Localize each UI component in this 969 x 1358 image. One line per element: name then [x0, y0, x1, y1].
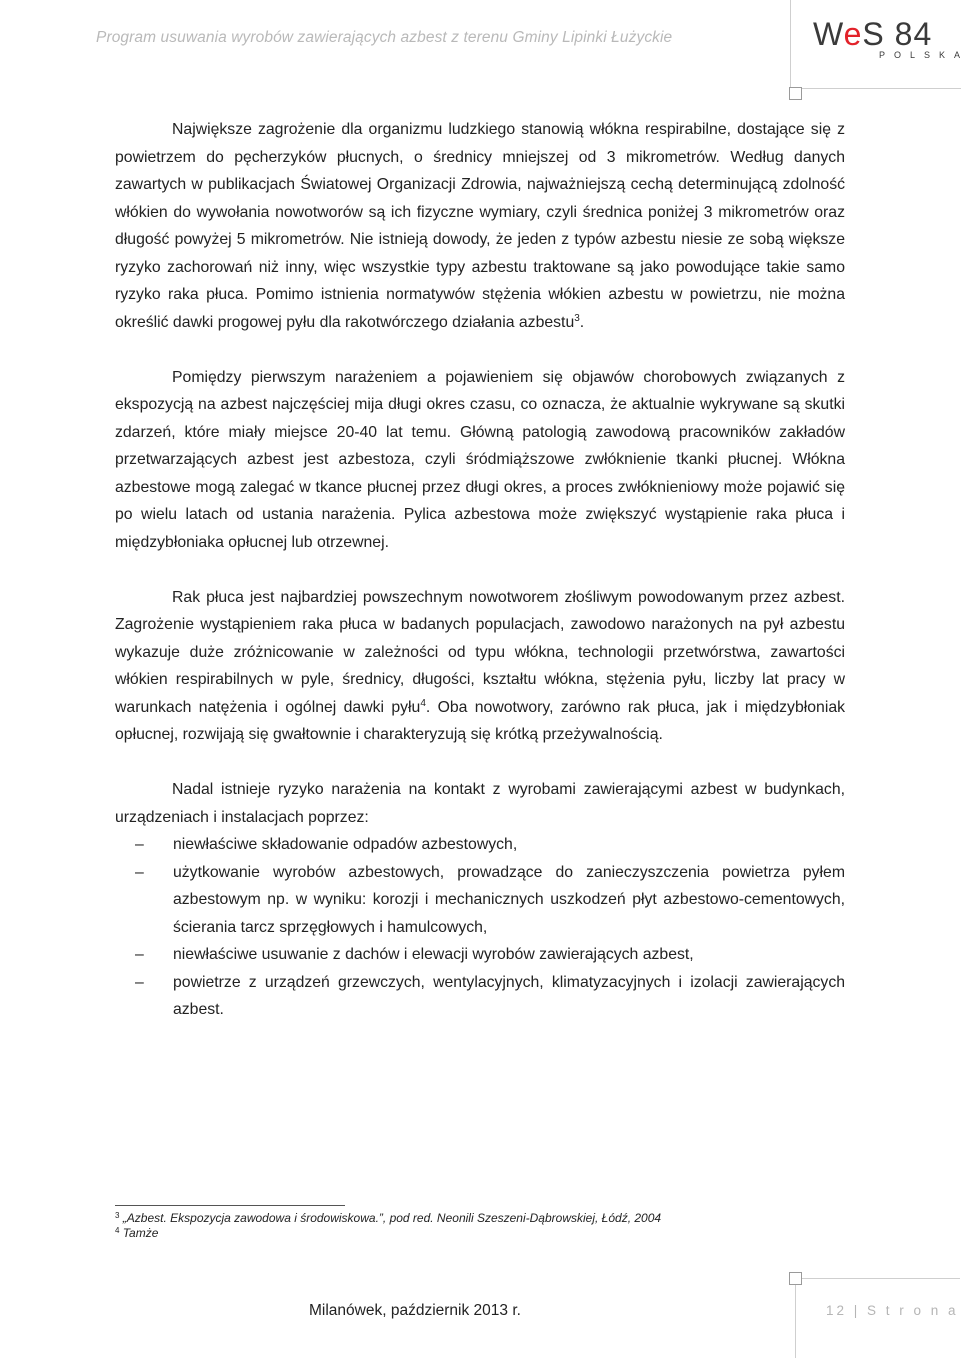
footnote-ref-4: 4	[420, 697, 426, 709]
footnote-separator	[115, 1205, 345, 1206]
document-header-title: Program usuwania wyrobów zawierających azbest z terenu Gminy Lipinki Łużyckie	[96, 29, 673, 46]
footer-corner-square	[789, 1272, 802, 1285]
logo-subtitle: POLSKA	[879, 50, 969, 60]
page-number: 12 | S t r o n a	[826, 1303, 959, 1318]
paragraph-1	[115, 116, 845, 336]
footer-divider-vertical	[795, 1278, 796, 1358]
dash-bullet: –	[135, 973, 144, 991]
paragraph-4: Nadal istnieje ryzyko narażenia na kontakt z wyrobami zawierającymi azbest w budynkach, urządzeniach i instalacjach poprzez:	[115, 781, 845, 826]
logo-wordmark	[813, 14, 932, 54]
logo-letter-e: e	[843, 16, 863, 52]
paragraph-2: Pomiędzy pierwszym narażeniem a pojawieniem się objawów chorobowych związanych z ekspozycją na azbest najczęściej mija długi okres czasu, co oznacza, że aktualnie wykrywane są skutki zdarzeń, które miały miejsce 20-40 lat temu. Główną patologią zawodową pracowników zakładów przetwarzających azbest jest azbestoza, czyli śródmiąższowe zwłóknienie tkanki płucnej. Włókna azbestowe mogą zalegać w tkance płucnej przez długi okres, a proces zwłóknieniowy może pojawić się po wielu latach od ustania narażenia. Pylica azbestowa może zwiększyć wystąpienie raka płuca i międzybłoniaka opłucnej lub otrzewnej.	[115, 368, 845, 551]
list-item-text: użytkowanie wyrobów azbestowych, prowadzące do zanieczyszczenia powietrza pyłem azbestowym np. w wyniku: korozji i mechanicznych uszkodzeń płyt azbestowo-cementowych, ścierania tarcz sprzęgłowych i hamulcowych,	[173, 863, 845, 936]
paragraph-1-text: Największe zagrożenie dla organizmu ludzkiego stanowią włókna respirabilne, dostające się z powietrzem do pęcherzyków płucnych, o średnicy mniejszej od 3 mikrometrów. Według danych zawartych w publikacjach Światowej Organizacji Zdrowia, najważniejszą cechą determinującą zdolność włókien do wywołania nowotworów są ich fizyczne wymiary, czyli średnica poniżej 3 mikrometrów oraz długość powyżej 5 mikrometrów. Nie istnieją dowody, że jeden z typów azbestu niesie ze sobą większe ryzyko zachorowań niż inny, więc wszystkie typy azbestu traktowane są jako powodujące takie samo ryzyko raka płuca. Pomimo istnienia normatywów stężenia włókien azbestu w powietrzu, nie można określić dawki progowej pyłu dla rakotwórczego działania azbestu	[115, 121, 845, 331]
footnote-4	[115, 1226, 661, 1241]
footnote-number: 4	[115, 1226, 120, 1235]
list-item-text: powietrze z urządzeń grzewczych, wentylacyjnych, klimatyzacyjnych i izolacji zawierających azbest.	[173, 973, 845, 1018]
footnotes	[115, 1211, 661, 1241]
logo-letter-w: W	[813, 16, 844, 52]
list-item	[115, 941, 845, 969]
paragraph-3-text-cont: . Oba nowotwory, zarówno rak płuca, jak i międzybłoniak opłucnej, rozwijają się gwałtownie i charakteryzują się krótką przeżywalnością.	[115, 698, 846, 743]
company-logo	[790, 0, 969, 89]
list-item	[115, 831, 845, 859]
footnote-text: Tamże	[122, 1226, 159, 1240]
list-item	[115, 969, 845, 1024]
list-item	[115, 859, 845, 942]
footnote-3	[115, 1211, 661, 1226]
paragraph-3-text: Rak płuca jest najbardziej powszechnym nowotworem złośliwym powodowanym przez azbest. Zagrożenie wystąpieniem raka płuca w badanych populacjach, zawodowo narażonych na pył azbestu wykazuje duże zróżnicowanie w zależności od typu włókna, technologii przetwórstwa, zawartości włókien respirabilnych w pyle, średnicy, długości, kształtu włókna, stężenia pyłu, liczby lat pracy w warunkach natężenia i ogólnej dawki pyłu	[115, 588, 845, 716]
paragraph-3	[115, 584, 845, 749]
list-item-text: niewłaściwe usuwanie z dachów i elewacji wyrobów zawierających azbest,	[173, 946, 694, 963]
footer-city-date: Milanówek, październik 2013 r.	[309, 1302, 521, 1319]
logo-letters-rest: S 84	[862, 16, 933, 52]
document-body	[115, 116, 845, 1024]
paragraph-1-end: .	[579, 313, 585, 331]
header-corner-square	[789, 87, 802, 100]
list-item-text: niewłaściwe składowanie odpadów azbestowych,	[173, 836, 518, 853]
dash-bullet: –	[135, 836, 144, 853]
footnote-ref-3: 3	[574, 312, 580, 324]
footnote-number: 3	[115, 1211, 120, 1220]
dash-bullet: –	[135, 946, 144, 963]
exposure-list	[115, 831, 845, 1024]
footer-divider-horizontal	[795, 1278, 960, 1279]
footnote-text: „Azbest. Ekspozycja zawodowa i środowiskowa.”, pod red. Neonili Szeszeni-Dąbrowskiej, Łódź, 2004	[122, 1211, 662, 1225]
dash-bullet: –	[135, 863, 144, 881]
